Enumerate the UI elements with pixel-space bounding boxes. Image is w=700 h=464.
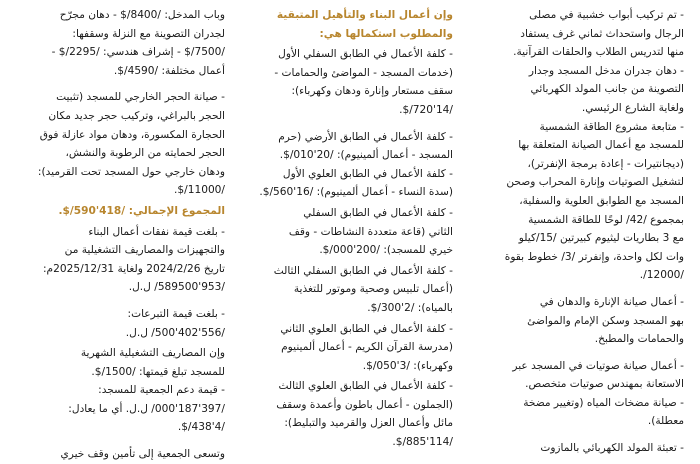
text-line: ودهان خارجي حول المسجد تحت القرميد): bbox=[37, 165, 225, 178]
text-line: تاريخ 2024/2/26 ولغاية 2025/12/31م: bbox=[42, 262, 225, 275]
text-line: الحجارة المكسورة، ودهان مواد عازلة فوق bbox=[39, 128, 225, 141]
text-line: وإن المصاريف التشغيلية الشهرية bbox=[80, 347, 225, 360]
paragraph bbox=[470, 357, 684, 431]
text-line: - أعمال صيانة الإنارة والدهان في bbox=[539, 295, 684, 308]
text-line: - كلفة الأعمال في الطابق الأرضي (حرم bbox=[278, 130, 453, 143]
text-line: (ديجانتيرات - إعادة برمجة الإنفرتر)، bbox=[527, 157, 684, 170]
text-line: - كلفة الأعمال في الطابق السفلي الثالث bbox=[273, 264, 453, 277]
text-line: (خدمات المسجد - المواضئ والحمامات - bbox=[274, 66, 453, 79]
text-line: /556'402'500/ ل.ل. bbox=[125, 326, 225, 339]
text-line: التصوينة من جانب المولد الكهربائي bbox=[530, 83, 684, 96]
text-line: لجدران التصوينة مع النزلة وسقفها: bbox=[72, 27, 225, 40]
text-line: وإن أعمال البناء والتأهيل المتبقية bbox=[276, 9, 453, 21]
text-line: وتسعى الجمعية إلى تأمين وقف خيري bbox=[60, 448, 225, 461]
text-line: - أعمال صيانة صوتيات في المسجد عبر bbox=[512, 359, 684, 372]
paragraph bbox=[470, 6, 684, 285]
paragraph bbox=[241, 320, 453, 376]
section-heading bbox=[13, 202, 225, 221]
paragraph bbox=[470, 293, 684, 349]
text-line: (مدرسة القرآن الكريم - أعمال ألمينيوم bbox=[281, 341, 453, 354]
column-left bbox=[13, 6, 225, 461]
paragraph bbox=[241, 45, 453, 119]
text-line: مائل وأعمال العزل والقرميد والتبليط): bbox=[284, 417, 453, 430]
text-line: الحجر لحمايته من الرطوبة والنشش، bbox=[65, 147, 225, 160]
text-line: بهو المسجد وسكن الإمام والمواضئ bbox=[527, 314, 684, 327]
paragraph bbox=[470, 439, 684, 458]
paragraph bbox=[241, 128, 453, 202]
text-line: المسجد - أعمال ألمينيوم): /20'010/$. bbox=[279, 149, 453, 162]
text-line: مع 3 بطاريات ليثيوم كبيرتين /15/كيلو bbox=[518, 232, 684, 245]
text-line: الاستعانة بمهندس صوتيات متخصص. bbox=[525, 378, 684, 391]
text-line: - متابعة مشروع الطاقة الشمسية bbox=[539, 120, 684, 133]
text-line: /11000/$. bbox=[174, 184, 225, 197]
text-line: بمجموع /42/ لوحًا للطاقة الشمسية bbox=[528, 213, 684, 226]
paragraph bbox=[241, 262, 453, 318]
text-line: لتشغيل الصوتيات وإنارة المحراب وصحن bbox=[506, 176, 684, 189]
text-line: - تعبئة المولد الكهربائي بالمازوت bbox=[540, 442, 684, 455]
text-line: /4'438/$. bbox=[177, 421, 225, 434]
text-line: والتجهيزات والمصاريف التشغيلية من bbox=[64, 244, 225, 257]
paragraph bbox=[13, 305, 225, 342]
column-right bbox=[470, 6, 684, 455]
text-line: - كلفة الأعمال في الطابق العلوي الثاني bbox=[280, 322, 453, 335]
text-line: سقف مستعار وإنارة ودهان وكهرباء): bbox=[291, 85, 453, 98]
text-line: والمطلوب استكمالها هي: bbox=[319, 27, 453, 40]
text-line: - كلفة الأعمال في الطابق السفلي bbox=[303, 206, 453, 219]
text-line: وباب المدخل: /8400/$ - دهان مجرّح bbox=[59, 9, 225, 21]
text-line: (أعمال تلبيس وصحية وموتور للتغذية bbox=[293, 283, 453, 296]
text-line: أعمال مختلفة: /4590/$. bbox=[113, 64, 225, 77]
text-line: والحمامات والمطبخ. bbox=[594, 333, 684, 346]
text-line: (الجملون - أعمال باطون وأعمدة وسقف bbox=[276, 398, 453, 411]
text-line: - كلفة الأعمال في الطابق السفلي الأول bbox=[278, 48, 453, 61]
text-line: - بلغت قيمة نفقات أعمال البناء bbox=[88, 225, 225, 238]
paragraph bbox=[13, 88, 225, 200]
paragraph bbox=[241, 377, 453, 451]
paragraph bbox=[13, 223, 225, 297]
paragraph bbox=[13, 344, 225, 437]
text-line: /397'187'000/ ل.ل. أي ما يعادل: bbox=[68, 402, 225, 415]
text-line: الثاني (قاعة متعددة النشاطات - وقف bbox=[288, 225, 453, 238]
text-line: - كلفة الأعمال في الطابق العلوي الأول bbox=[282, 167, 453, 180]
text-line: الحجر بالبراغي، وتركيب حجر جديد مكان bbox=[48, 109, 225, 122]
column-middle bbox=[241, 6, 453, 449]
text-line: - كلفة الأعمال في الطابق العلوي الثالث bbox=[278, 380, 453, 393]
paragraph bbox=[241, 204, 453, 260]
text-line: منها لتدريس الطلاب والحلقات القرآنية. bbox=[513, 46, 684, 59]
text-line: /114'885/$. bbox=[392, 436, 453, 449]
text-line: خيري للمسجد): /200'000/$. bbox=[319, 244, 453, 257]
text-line: /14'720/$. bbox=[399, 103, 453, 116]
text-line: (سدة النساء - أعمال ألمينيوم): /16'560/$. bbox=[259, 186, 453, 199]
text-line: ولغاية الشارع الرئيسي. bbox=[581, 101, 684, 114]
text-line: المجموع الإجمالي: /418'590/$. bbox=[58, 204, 225, 217]
text-line: - بلغت قيمة التبرعات: bbox=[127, 307, 225, 320]
text-line: للمسجد مع أعمال الصيانة المتعلقة بها bbox=[518, 139, 684, 152]
text-line: /7500/$ - إشراف هندسي: /2295/$ - bbox=[51, 46, 225, 59]
text-line: الرجال واستحداث ثماني غرف يستفاد bbox=[520, 27, 684, 40]
text-line: بالمياه): /2'300/$. bbox=[367, 301, 453, 314]
text-line: وات لكل واحدة، وإنفرتر /3/ خطوط بقوة bbox=[504, 250, 684, 263]
text-line: المسجد مع الطوابق العلوية والسفلية، bbox=[519, 194, 684, 207]
text-line: - صيانة الحجر الخارجي للمسجد (تثبيت bbox=[56, 91, 225, 104]
text-line: - تم تركيب أبواب خشبية في مصلى bbox=[529, 9, 684, 21]
text-line: - دهان جدران مدخل المسجد وجدار bbox=[528, 64, 684, 77]
text-line: - صيانة مضخات المياه (وتغيير مضخة bbox=[523, 396, 684, 409]
paragraph bbox=[13, 445, 225, 464]
text-line: /953'589500/ ل.ل. bbox=[128, 281, 225, 294]
text-line: وكهرباء): /3'050/$. bbox=[362, 359, 453, 372]
paragraph bbox=[13, 6, 225, 80]
text-line: /12000/. bbox=[639, 269, 684, 282]
text-line: - قيمة دعم الجمعية للمسجد: bbox=[98, 384, 225, 397]
section-heading bbox=[241, 6, 453, 43]
text-line: معطلة). bbox=[647, 415, 684, 428]
text-line: للمسجد تبلغ قيمتها: /1500/$. bbox=[91, 365, 225, 378]
